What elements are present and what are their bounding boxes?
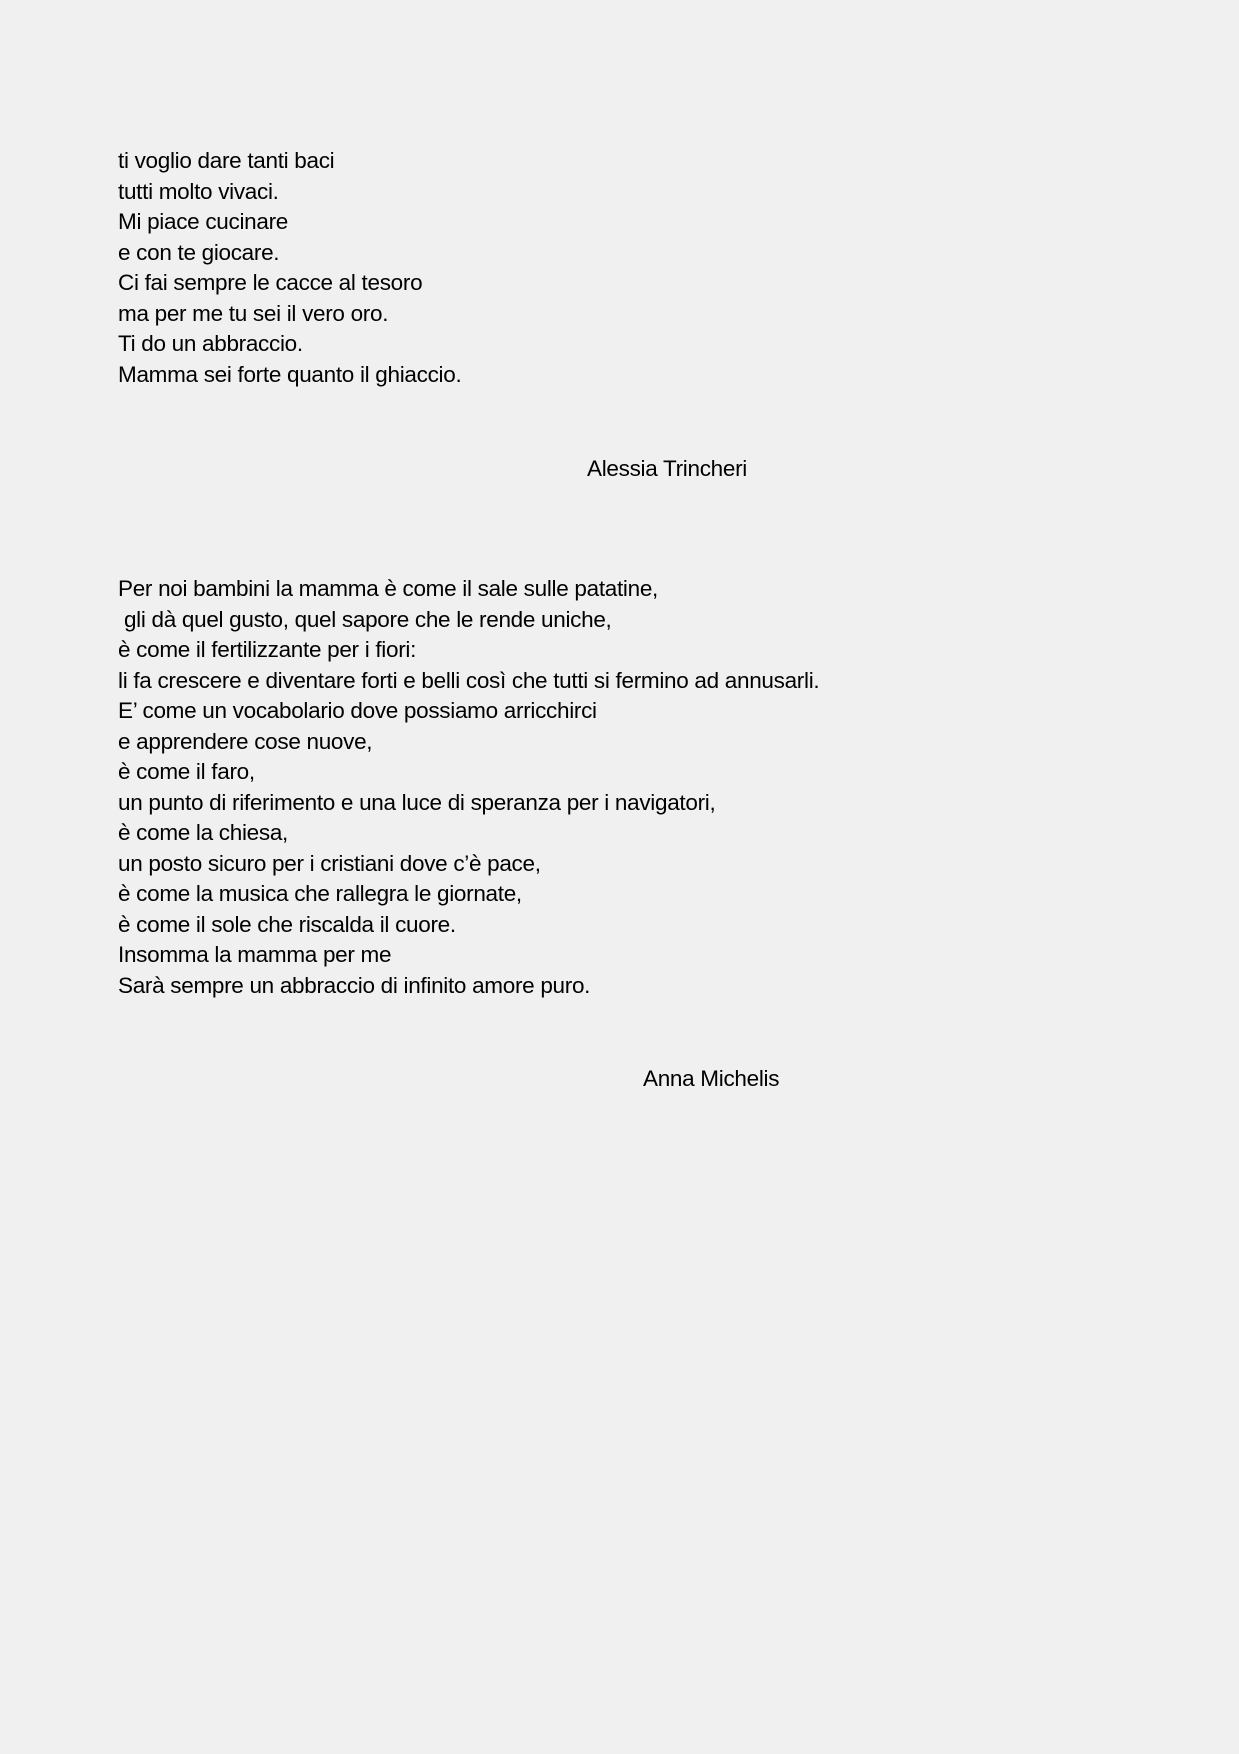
author-signature: Alessia Trincheri (587, 456, 747, 481)
poem-line: Ti do un abbraccio. (118, 331, 303, 356)
poem-line: Ci fai sempre le cacce al tesoro (118, 270, 423, 295)
poem-line: e apprendere cose nuove, (118, 728, 373, 754)
poem-line: e con te giocare. (118, 239, 280, 265)
poem-line: ma per me tu sei il vero oro. (118, 300, 389, 326)
poem-line: li fa crescere e diventare forti e belli così che tutti si fermino ad annusarli. (118, 667, 820, 693)
poem-line: è come la musica che rallegra le giornate, (118, 881, 522, 906)
poem-line: Insomma la mamma per me (118, 942, 392, 967)
poem-line: gli dà quel gusto, quel sapore che le rende uniche, (118, 606, 612, 632)
poem-alessia (118, 146, 1118, 390)
poem-line: Per noi bambini la mamma è come il sale sulle patatine, (118, 576, 659, 601)
author-signature: Anna Michelis (643, 1066, 780, 1091)
poem-anna (118, 574, 1118, 1001)
poem-line: è come la chiesa, (118, 820, 288, 845)
poem-line: un punto di riferimento e una luce di speranza per i navigatori, (118, 789, 716, 815)
poem-line: è come il sole che riscalda il cuore. (118, 911, 456, 937)
poem-line: Sarà sempre un abbraccio di infinito amore puro. (118, 972, 591, 998)
poem-line: è come il fertilizzante per i fiori: (118, 637, 417, 662)
poem-line: E’ come un vocabolario dove possiamo arricchirci (118, 698, 597, 723)
poem-line: Mi piace cucinare (118, 209, 288, 234)
poem-line: ti voglio dare tanti baci (118, 148, 335, 173)
poem-line: tutti molto vivaci. (118, 178, 279, 204)
poem-line: un posto sicuro per i cristiani dove c’è pace, (118, 850, 541, 876)
poem-line: Mamma sei forte quanto il ghiaccio. (118, 361, 462, 387)
poem-line: è come il faro, (118, 759, 255, 784)
